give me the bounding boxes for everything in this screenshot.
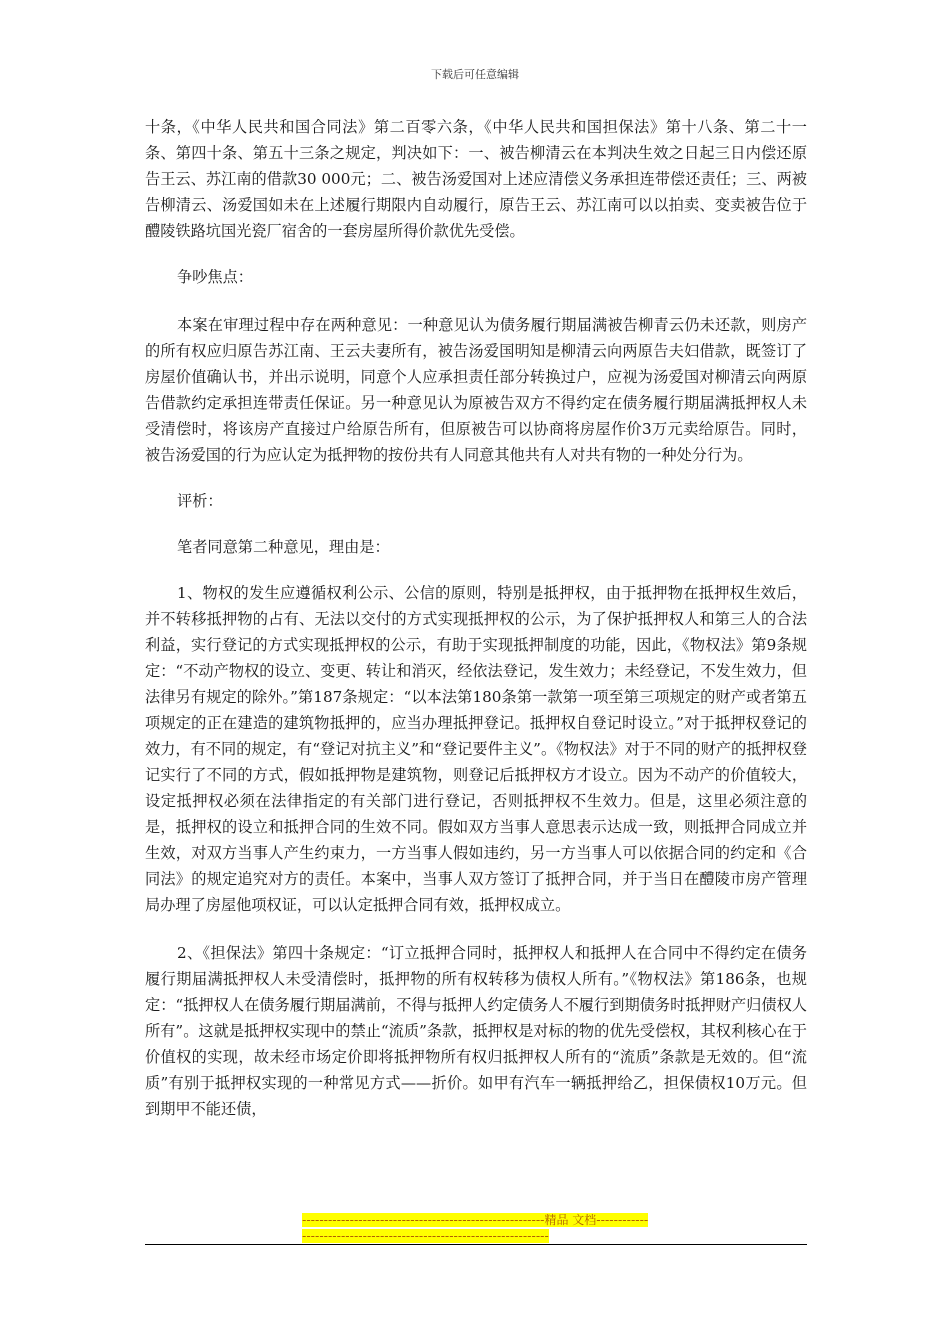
paragraph-reason-2: 2、《担保法》第四十条规定：“订立抵押合同时，抵押权人和抵押人在合同中不得约定在债务履行期届满抵押权人未受清偿时，抵押物的所有权转移为债权人所有。”《物权法》第186条，也规定：“抵押权人在债务履行期届满前，不得与抵押人约定债务人不履行到期债务时抵押财产归债权人所有”。这就是抵押权实现中的禁止“流质”条款，抵押权是对标的物的优先受偿权，其权利核心在于价值权的实现，故未经市场定价即将抵押物所有权归抵押权人所有的“流质”条款是无效的。但“流质”有别于抵押权实现的一种常见方式——折价。如甲有汽车一辆抵押给乙，担保债权10万元。但到期甲不能还债， <box>145 944 807 1118</box>
heading-analysis: 评析： <box>177 492 223 510</box>
paragraph-reason-1: 1、物权的发生应遵循权利公示、公信的原则，特别是抵押权，由于抵押物在抵押权生效后，并不转移抵押物的占有、无法以交付的方式实现抵押权的公示，为了保护抵押权人和第三人的合法利益，实行登记的方式实现抵押权的公示，有助于实现抵押制度的功能，因此，《物权法》第9条规定：“不动产物权的设立、变更、转让和消灭，经依法登记，发生效力；未经登记，不发生效力，但法律另有规定的除外。”第187条规定：“以本法第180条第一款第一项至第三项规定的财产或者第五项规定的正在建造的建筑物抵押的，应当办理抵押登记。抵押权自登记时设立。”对于抵押权登记的效力，有不同的规定，有“登记对抗主义”和“登记要件主义”。《物权法》对于不同的财产的抵押权登记实行了不同的方式，假如抵押物是建筑物，则登记后抵押权方才设立。因为不动产的价值较大，设定抵押权必须在法律指定的有关部门进行登记，否则抵押权不生效力。但是，这里必须注意的是，抵押权的设立和抵押合同的生效不同。假如双方当事人意思表示达成一致，则抵押合同成立并生效，对双方当事人产生约束力，一方当事人假如违约，另一方当事人可以依据合同的约定和《合同法》的规定追究对方的责任。本案中，当事人双方签订了抵押合同，并于当日在醴陵市房产管理局办理了房屋他项权证，可以认定抵押合同有效，抵押权成立。 <box>145 584 807 914</box>
page-header: 下载后可任意编辑 <box>431 68 519 81</box>
document-body <box>145 114 807 1122</box>
footer-watermark-text: --------------------------------------------------------精品 文档--------------------------------------------------------------------- <box>302 1213 649 1243</box>
footer-watermark <box>302 1212 650 1244</box>
paragraph-agree-second: 笔者同意第二种意见，理由是： <box>177 538 390 556</box>
paragraph-opinions: 本案在审理过程中存在两种意见：一种意见认为债务履行期届满被告柳青云仍未还款，则房产的所有权应归原告苏江南、王云夫妻所有，被告汤爱国明知是柳清云向两原告夫妇借款，既签订了房屋价值确认书，并出示说明，同意个人应承担责任部分转换过户，应视为汤爱国对柳清云向两原告借款约定承担连带责任保证。另一种意见认为原被告双方不得约定在债务履行期届满抵押权人未受清偿时，将该房产直接过户给原告所有，但原被告可以协商将房屋作价3万元卖给原告。同时，被告汤爱国的行为应认定为抵押物的按份共有人同意其他共有人对共有物的一种处分行为。 <box>145 316 807 464</box>
heading-dispute-focus: 争吵焦点： <box>177 268 253 286</box>
paragraph-judgment: 十条，《中华人民共和国合同法》第二百零六条，《中华人民共和国担保法》第十八条、第二十一条、第四十条、第五十三条之规定，判决如下：一、被告柳清云在本判决生效之日起三日内偿还原告王云、苏江南的借款30 000元；二、被告汤爱国对上述应清偿义务承担连带偿还责任；三、两被告柳清云、汤爱国如未在上述履行期限内自动履行，原告王云、苏江南可以以拍卖、变卖被告位于醴陵铁路坑国光瓷厂宿舍的一套房屋所得价款优先受偿。 <box>145 118 807 240</box>
footer-divider <box>145 1244 807 1245</box>
